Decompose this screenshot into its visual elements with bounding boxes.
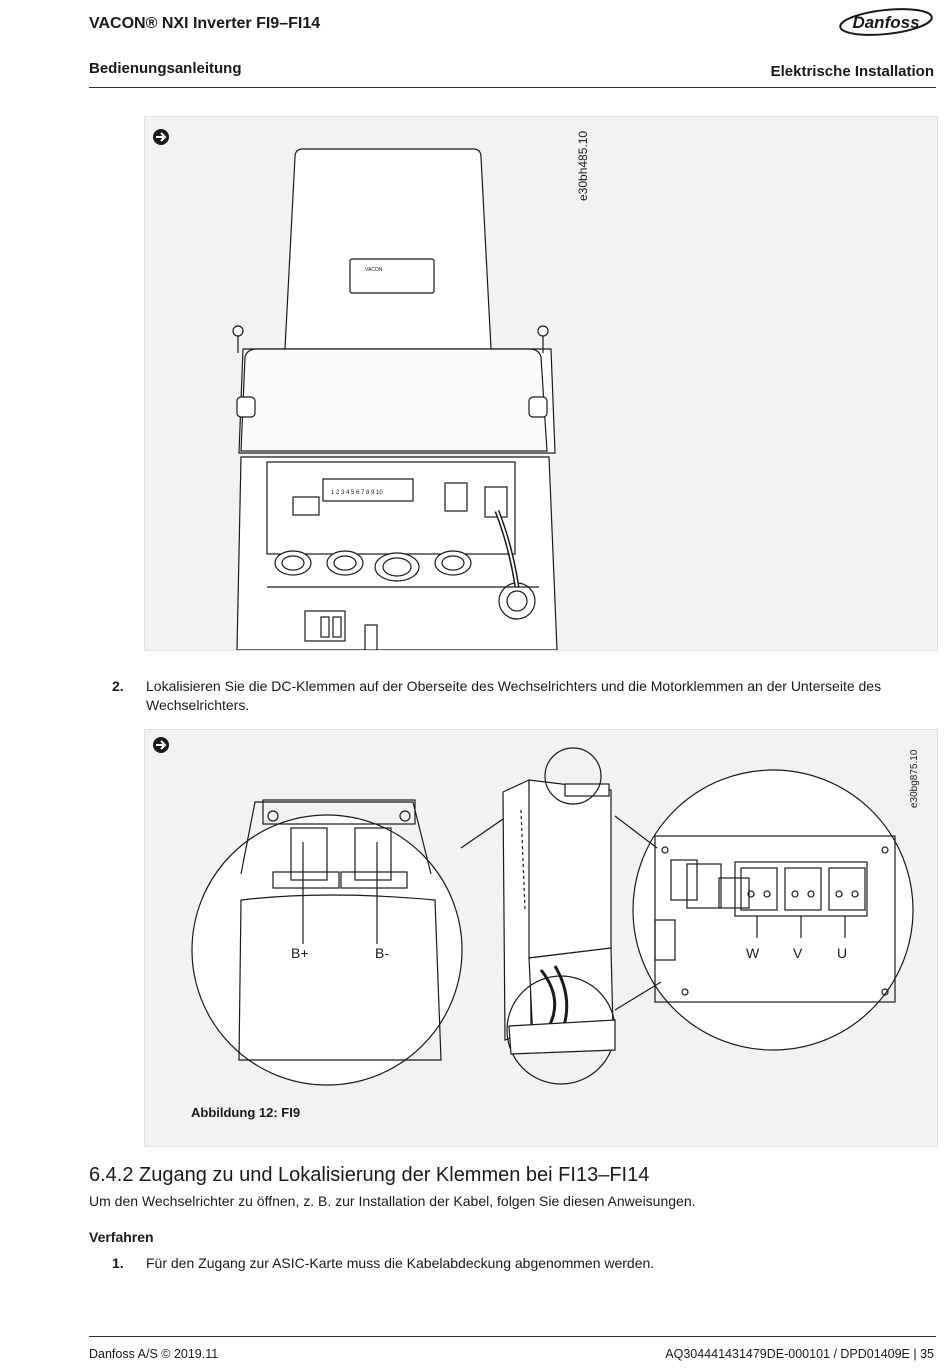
brand-plate-text: VACON	[365, 267, 383, 273]
footer-left: Danfoss A/S © 2019.11	[89, 1347, 219, 1361]
step-2-number: 2.	[112, 678, 124, 694]
label-b-minus: B-	[375, 945, 389, 961]
document-title: VACON® NXI Inverter FI9–FI14	[89, 15, 321, 32]
footer-rule	[89, 1336, 936, 1337]
section-intro: Um den Wechselrichter zu öffnen, z. B. zur Installation der Kabel, folgen Sie diesen Anweisungen.	[89, 1193, 696, 1209]
header-rule	[89, 87, 936, 88]
figure-caption: Abbildung 12: FI9	[191, 1105, 301, 1120]
procedure-label: Verfahren	[89, 1229, 154, 1245]
figure-1	[144, 116, 938, 651]
label-w: W	[746, 945, 760, 961]
step-2-line-1: Lokalisieren Sie die DC-Klemmen auf der Oberseite des Wechselrichters und die Motorklemmen an der Unterseite des	[146, 678, 882, 694]
step-2-text	[146, 677, 931, 715]
step-1-text: Für den Zugang zur ASIC-Karte muss die Kabelabdeckung abgenommen werden.	[146, 1255, 655, 1271]
danfoss-logo	[836, 4, 936, 38]
step-1-number: 1.	[112, 1255, 124, 1271]
section-title: Elektrische Installation	[770, 63, 934, 80]
logo-text: Danfoss	[852, 13, 920, 32]
step-2-line-2: Wechselrichters.	[146, 697, 250, 713]
arrow-right-icon	[153, 737, 169, 753]
dc-terminals-detail	[192, 790, 545, 1085]
motor-terminals-detail	[615, 770, 913, 1050]
inverter-cover-drawing	[233, 149, 557, 650]
terminal-numbers: 1 2 3 4 5 6 7 8 9 10	[331, 490, 383, 496]
arrow-right-icon	[153, 129, 169, 145]
label-u: U	[837, 945, 848, 961]
figure-code: e30bg875.10	[909, 749, 920, 808]
figure-2	[144, 729, 938, 1147]
footer-right: AQ304441431479DE-000101 / DPD01409E | 35	[665, 1347, 934, 1361]
label-v: V	[793, 945, 803, 961]
section-heading: 6.4.2 Zugang zu und Lokalisierung der Klemmen bei FI13–FI14	[89, 1164, 650, 1186]
figure-code: e30bh485.10	[576, 130, 590, 201]
document-subtitle: Bedienungsanleitung	[89, 60, 242, 77]
label-b-plus: B+	[291, 945, 309, 961]
inverter-side-drawing	[503, 748, 615, 1084]
